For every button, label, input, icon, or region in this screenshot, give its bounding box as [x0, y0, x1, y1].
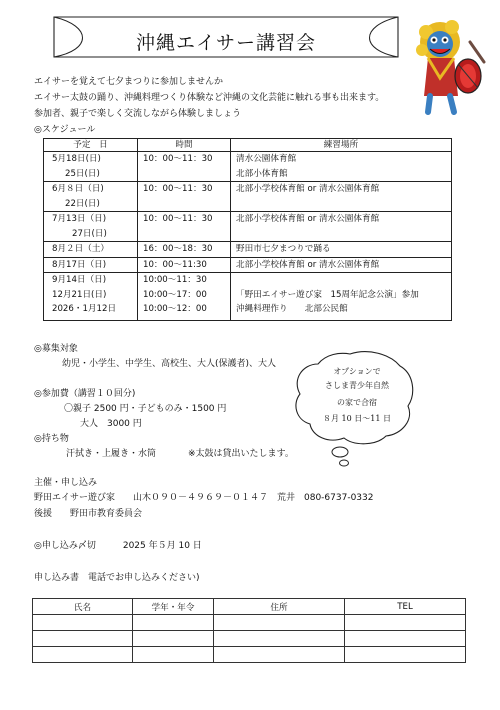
bubble-line-2: さしま青少年自然 — [325, 381, 389, 390]
table-header-row — [33, 599, 466, 615]
time-cell: 10:00～11：30 — [143, 275, 207, 285]
place-cell: 北部小学校体育館 or 清水公園体育館 — [231, 257, 452, 273]
place-cell: 野田市七夕まつりで踊る — [231, 242, 452, 258]
header-address: 住所 — [214, 599, 345, 615]
name-field[interactable] — [33, 647, 133, 663]
place-cell: 北部小学校体育館 or 清水公園体育館 — [236, 214, 380, 224]
table-row — [44, 273, 452, 321]
time-cell: 10:00～17：00 — [143, 289, 207, 300]
items-note: ※太鼓は貸出いたします。 — [188, 449, 294, 459]
bubble-line-3: の家で合宿 — [337, 398, 377, 407]
date-cell: 8月17日（日) — [44, 257, 138, 273]
place-cell: 北部小体育館 — [236, 168, 288, 179]
shisa-mascot-illustration — [410, 18, 492, 118]
grade-age-field[interactable] — [133, 631, 214, 647]
time-cell: 10：00～11：30 — [143, 154, 213, 164]
header-place: 練習場所 — [231, 139, 452, 152]
address-field[interactable] — [214, 631, 345, 647]
intro-line-3: 参加者、親子で楽しく交流しながら体験しましょう — [34, 109, 242, 119]
table-row — [44, 257, 452, 273]
table-row — [44, 242, 452, 258]
fee-heading: ◎参加費（講習１０回分) — [34, 389, 136, 399]
table-row — [44, 182, 452, 212]
bubble-line-4: ８月 10 日～11 日 — [323, 414, 391, 423]
schedule-heading: ◎スケジュール — [34, 125, 96, 135]
table-row — [33, 631, 466, 647]
table-header-row — [44, 139, 452, 152]
time-cell: 10：00～11：30 — [143, 214, 213, 224]
deadline-text: ◎申し込み〆切 2025 年５月 10 日 — [34, 541, 202, 551]
place-cell: 沖縄料理作り 北部公民館 — [236, 304, 348, 314]
application-form-table — [32, 598, 466, 663]
date-cell: 8月２日（土） — [44, 242, 138, 258]
header-grade-age: 学年・年令 — [133, 599, 214, 615]
header-time: 時間 — [138, 139, 231, 152]
time-cell: 10：00～11：30 — [143, 184, 213, 194]
date-cell: 2026・1月12日 — [52, 304, 117, 314]
items-text: 汗拭き・上履き・水筒 — [66, 449, 157, 459]
date-cell: 6月８日（日) — [52, 184, 104, 194]
name-field[interactable] — [33, 615, 133, 631]
tel-field[interactable] — [345, 615, 466, 631]
recruit-heading: ◎募集対象 — [34, 344, 78, 354]
date-cell: 22日(日) — [65, 198, 100, 209]
place-cell — [236, 273, 451, 288]
title-banner — [52, 14, 400, 60]
time-cell: 10：00～11:30 — [138, 257, 231, 273]
place-cell: 清水公園体育館 — [236, 154, 297, 164]
time-cell: 16：00～18：30 — [138, 242, 231, 258]
date-cell: 5月18日(日) — [52, 154, 101, 164]
place-cell: 北部小学校体育館 or 清水公園体育館 — [236, 184, 380, 194]
table-row — [44, 152, 452, 182]
date-cell: 9月14日（日) — [52, 275, 107, 285]
header-tel: TEL — [345, 599, 466, 615]
recruit-text: 幼児・小学生、中学生、高校生、大人(保護者)、大人 — [62, 359, 277, 369]
form-heading: 申し込み書 電話でお申し込みください) — [34, 573, 200, 583]
bubble-line-1: オプションで — [333, 367, 381, 376]
header-name: 氏名 — [33, 599, 133, 615]
organizer-heading: 主催・申し込み — [34, 478, 98, 488]
date-cell: 25日(日) — [65, 168, 100, 179]
address-field[interactable] — [214, 615, 345, 631]
page-title: 沖縄エイサー講習会 — [135, 32, 316, 54]
date-cell: 7月13日（日) — [52, 214, 107, 224]
table-row — [33, 647, 466, 663]
address-field[interactable] — [214, 647, 345, 663]
date-cell: 27日(日) — [72, 228, 107, 239]
grade-age-field[interactable] — [133, 647, 214, 663]
table-row — [33, 615, 466, 631]
organizer-text: 野田エイサー遊び家 山木０９０－４９６９－０１４７ 荒井 080-6737-0332 — [34, 493, 374, 503]
fee-line-1: 〇親子 2500 円・子どものみ・1500 円 — [64, 404, 227, 414]
sponsor-text: 後援 野田市教育委員会 — [34, 509, 143, 519]
intro-line-1: エイサーを覚えて七夕まつりに参加しませんか — [34, 77, 224, 87]
tel-field[interactable] — [345, 647, 466, 663]
schedule-table — [43, 138, 452, 321]
header-date: 予定 日 — [44, 139, 138, 152]
place-cell: 「野田エイサー遊び家 15周年記念公演」参加 — [236, 289, 419, 300]
intro-line-2: エイサー太鼓の踊り、沖縄料理つくり体験など沖縄の文化芸能に触れる事も出来ます。 — [34, 93, 385, 103]
table-row — [44, 212, 452, 242]
camp-option-bubble — [288, 348, 418, 473]
tel-field[interactable] — [345, 631, 466, 647]
items-heading: ◎持ち物 — [34, 434, 69, 444]
time-cell: 10:00～12：00 — [143, 304, 207, 314]
date-cell: 12月21日(日) — [52, 289, 107, 300]
grade-age-field[interactable] — [133, 615, 214, 631]
fee-line-2: 大人 3000 円 — [80, 419, 142, 429]
name-field[interactable] — [33, 631, 133, 647]
